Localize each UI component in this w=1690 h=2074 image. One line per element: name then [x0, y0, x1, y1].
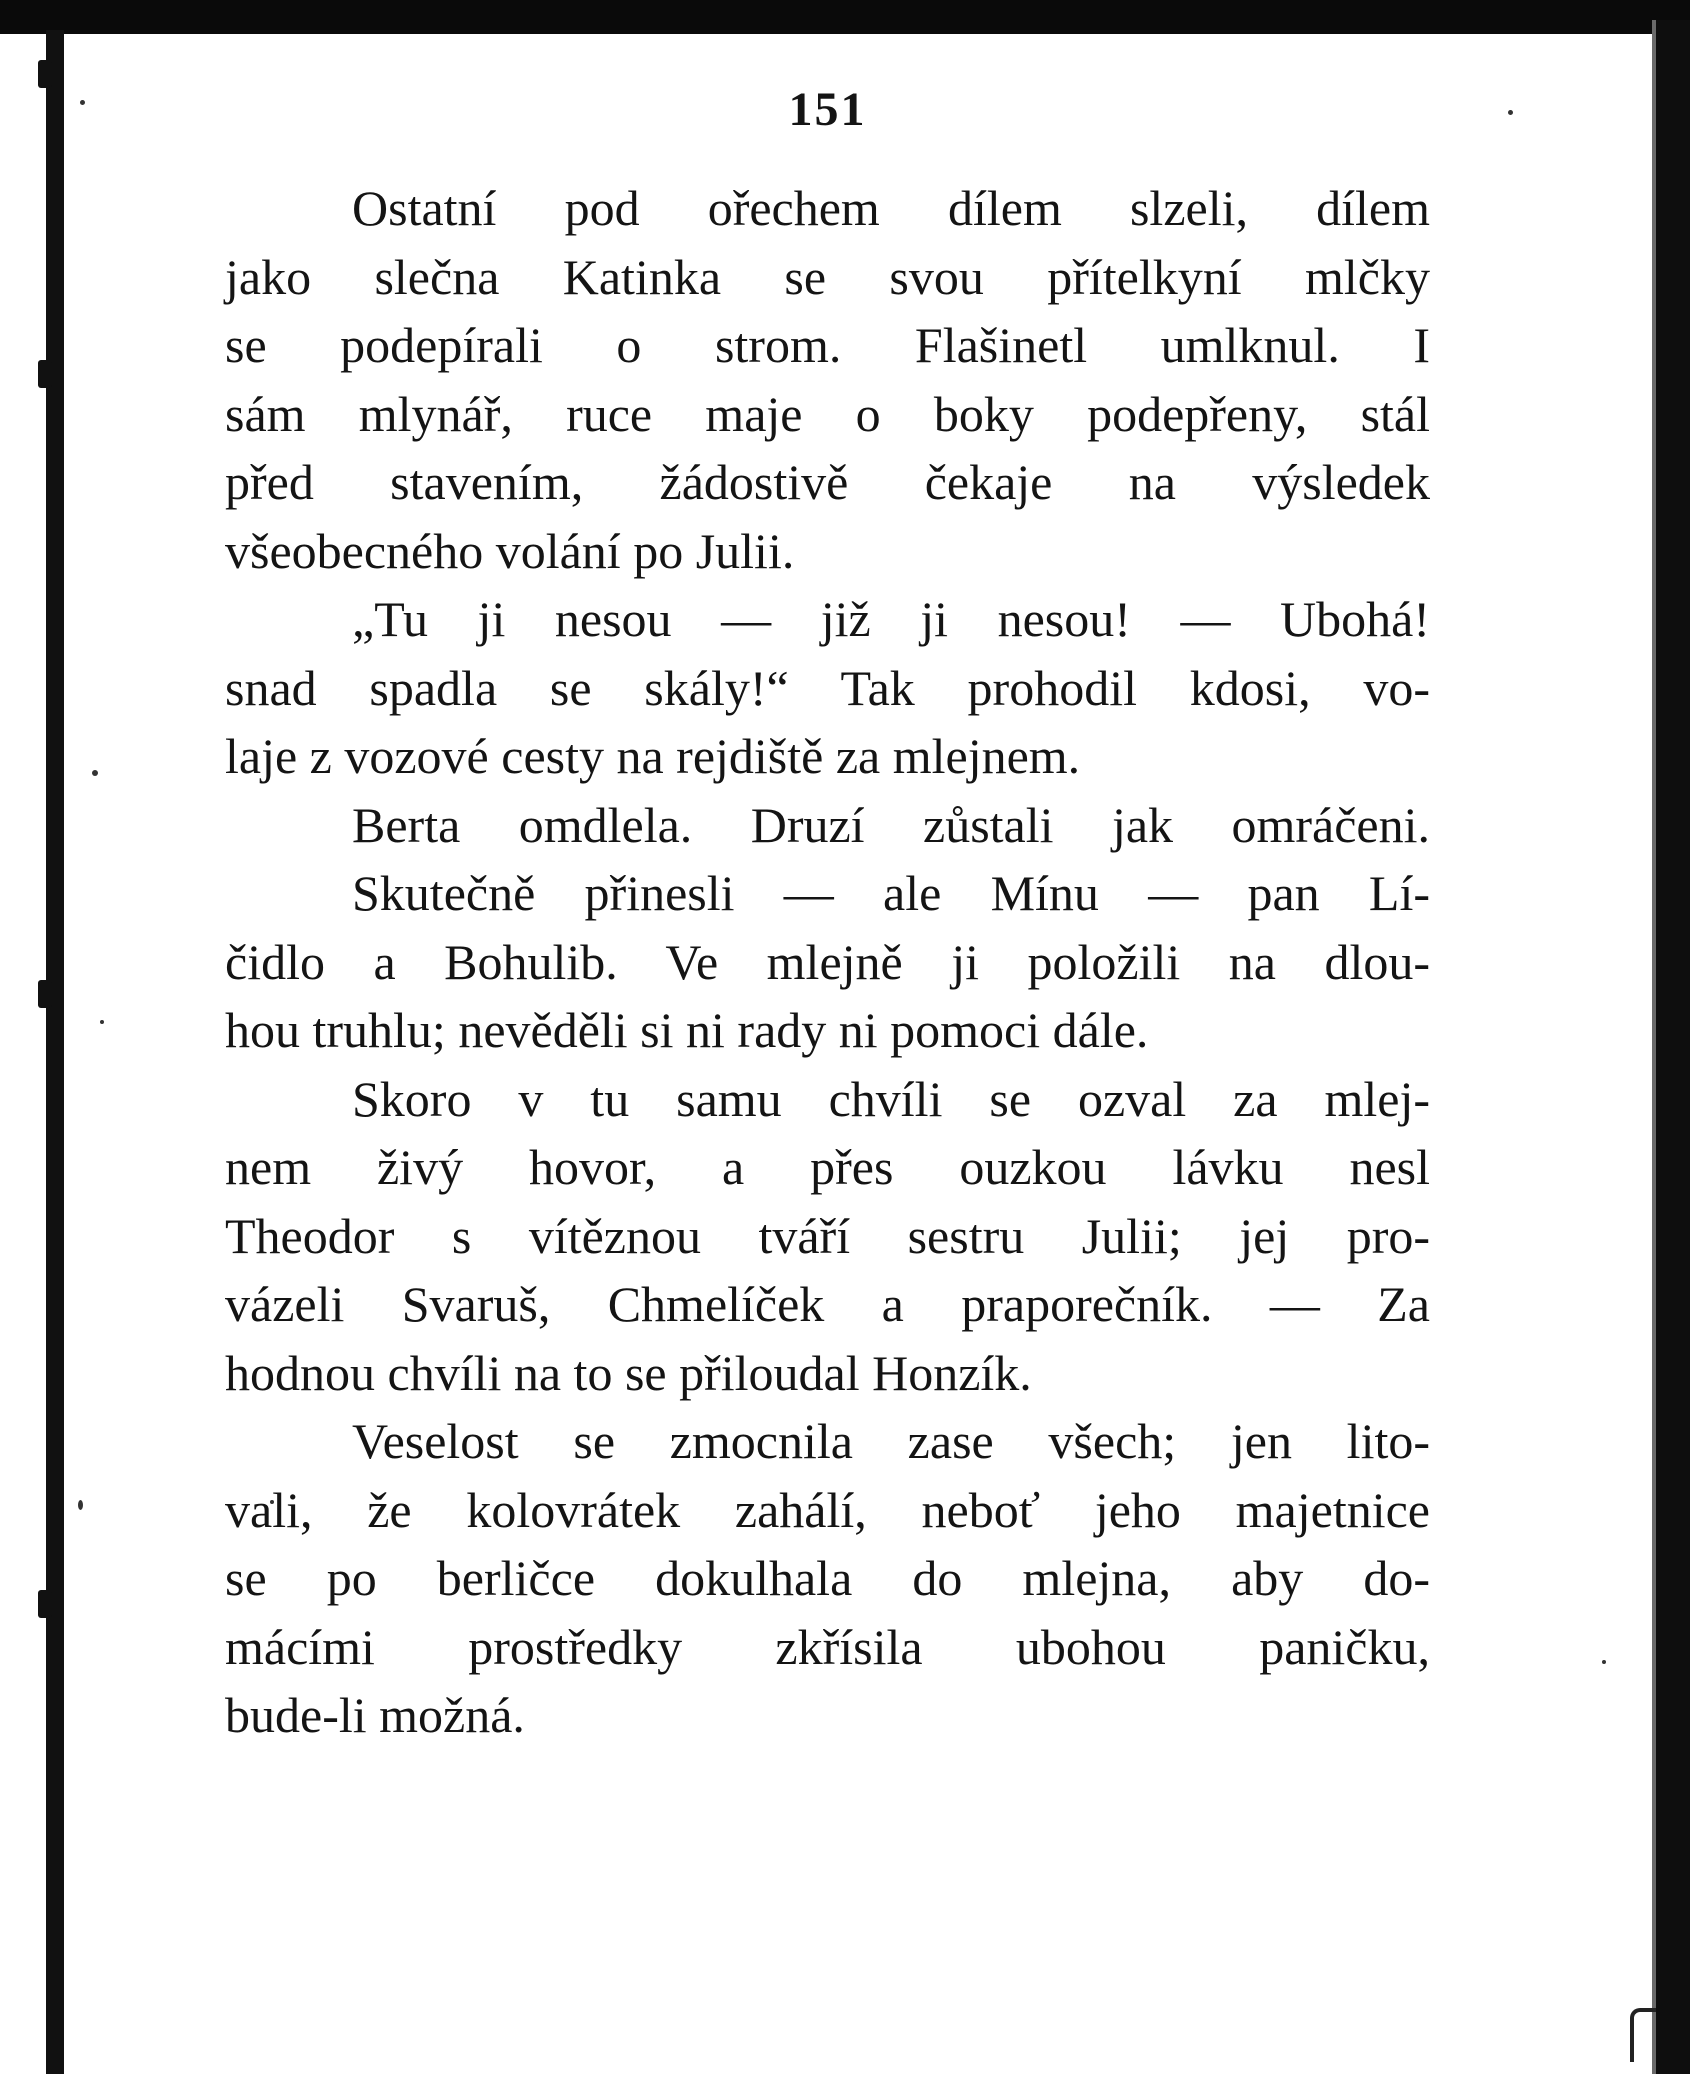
- scan-right-shadow: [1652, 20, 1656, 2074]
- spine-notch: [38, 360, 52, 388]
- page-body-text: [225, 174, 1430, 1750]
- text-line: Skoro v tu samu chvíli se ozval za mlej-: [352, 1070, 1430, 1127]
- text-line: laje z vozové cesty na rejdiště za mlejnem.: [225, 728, 1081, 784]
- text-line: Skutečně přinesli — ale Mínu — pan Lí-: [352, 865, 1430, 921]
- page-corner-mark: [1630, 2008, 1656, 2062]
- book-spine-edge: [46, 30, 64, 2074]
- page-number: 151: [788, 83, 867, 136]
- text-line: bude-li možná.: [225, 1687, 525, 1743]
- spine-notch: [38, 60, 52, 88]
- text-line: hou truhlu; nevěděli si ni rady ni pomoci dále.: [225, 1002, 1149, 1058]
- text-line: Berta omdlela. Druzí zůstali jak omráčeni.: [352, 796, 1430, 853]
- text-line: Ostatní pod ořechem dílem slzeli, dílem: [352, 180, 1430, 236]
- spine-notch: [38, 980, 52, 1008]
- text-line: snad spadla se skály!“ Tak prohodil kdosi, vo-: [225, 659, 1430, 716]
- dust-speck: [92, 770, 98, 776]
- text-line: Veselost se zmocnila zase všech; jen lito-: [352, 1413, 1430, 1469]
- dust-speck: [1602, 1660, 1606, 1664]
- text-line: vali, že kolovrátek zahálí, neboť jeho majetnice: [225, 1481, 1430, 1538]
- book-page: [225, 70, 1430, 1750]
- dust-speck: [78, 1500, 83, 1510]
- text-line: čidlo a Bohulib. Ve mlejně ji položili na dlou-: [225, 933, 1430, 990]
- text-line: se podepírali o strom. Flašinetl umlknul. I: [225, 317, 1430, 373]
- text-line: „Tu ji nesou — již ji nesou! — Ubohá!: [352, 591, 1430, 647]
- scan-top-border: [0, 0, 1690, 34]
- text-line: hodnou chvíli na to se přiloudal Honzík.: [225, 1344, 1032, 1401]
- text-line: vázeli Svaruš, Chmelíček a praporečník. — Za: [225, 1276, 1430, 1332]
- dust-speck: [1508, 110, 1513, 115]
- scan-right-border: [1656, 20, 1690, 2074]
- text-line: Theodor s vítěznou tváří sestru Julii; jej pro-: [225, 1207, 1430, 1264]
- dust-speck: [100, 1020, 104, 1024]
- text-line: mácími prostředky zkřísila ubohou paničku,: [225, 1618, 1430, 1675]
- text-line: jako slečna Katinka se svou přítelkyní mlčky: [225, 248, 1430, 305]
- spine-notch: [38, 1590, 52, 1618]
- text-line: se po berličce dokulhala do mlejna, aby do-: [225, 1550, 1430, 1606]
- text-line: před stavením, žádostivě čekaje na výsledek: [225, 454, 1430, 510]
- text-line: nem živý hovor, a přes ouzkou lávku nesl: [225, 1139, 1430, 1195]
- text-line: všeobecného volání po Julii.: [225, 522, 795, 579]
- dust-speck: [80, 100, 85, 105]
- text-line: sám mlynář, ruce maje o boky podepřeny, stál: [225, 385, 1430, 442]
